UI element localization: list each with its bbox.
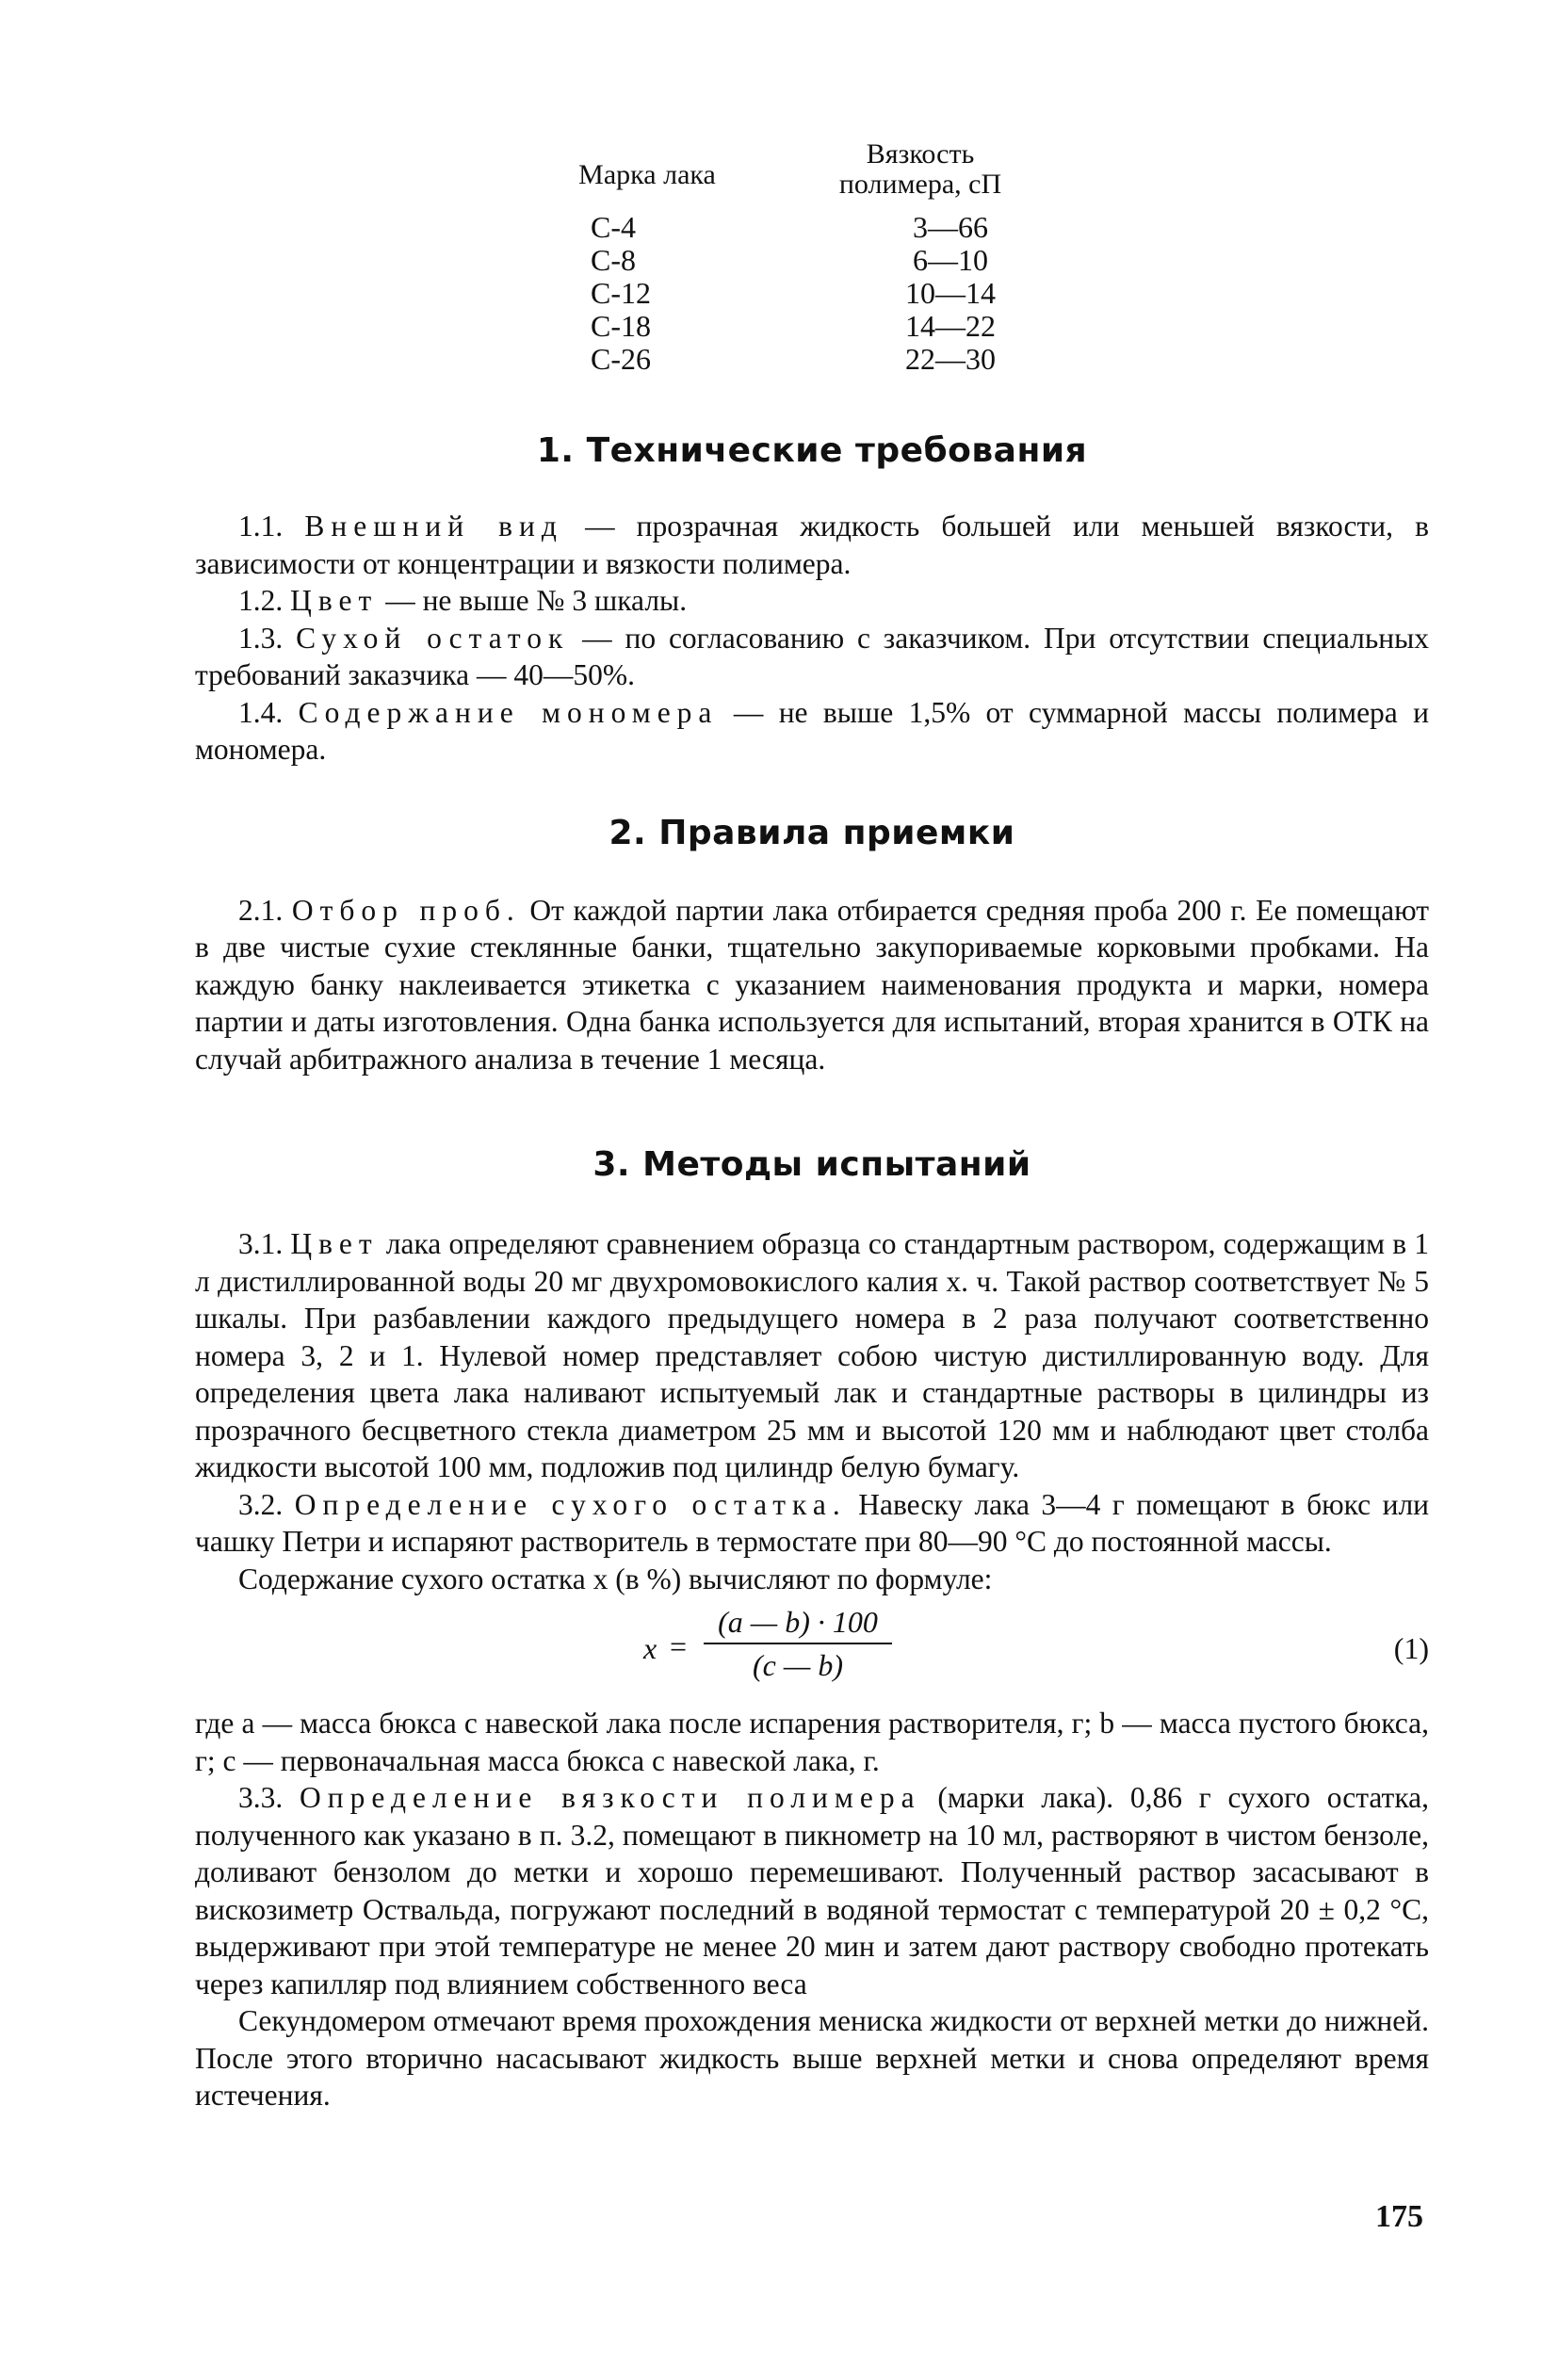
paragraph-number: 3.3. [238,1781,284,1814]
paragraph-number: 1.3. [238,621,284,655]
section-technical-requirements [195,508,1429,769]
spaced-term: Цвет [290,1227,379,1260]
section-title-technical-requirements: 1. Технические требования [536,431,1088,470]
table-cell-grade: С-8 [591,243,636,277]
formula-equals: = [670,1629,688,1663]
spaced-term: Сухой остаток [296,621,570,655]
paragraph-number: 2.1. [238,893,284,927]
section-test-methods [195,1225,1429,2114]
paragraph-text: — не выше 1,5% от суммарной массы полимера и мономера. [195,695,1430,766]
paragraph-1-1 [195,508,1429,582]
fraction-bar [704,1643,892,1644]
spaced-term: Внешний вид [304,510,563,542]
section-title-test-methods: 3. Методы испытаний [592,1145,1031,1184]
table-cell-viscosity: 3—66 [913,210,988,244]
page-content [195,132,1429,2114]
paragraph-text: — по согласованию с заказчиком. При отсутствии специальных требований заказчика — 40—50%. [195,621,1429,691]
spaced-term: Определение вязкости полимера [300,1781,921,1814]
table-cell-viscosity: 22—30 [905,342,996,376]
paragraph-text: лака определяют сравнением образца со стандартным раствором, содержащим в 1 л дистиллированной воды 20 мг двухромовокислого калия х. ч. Такой раствор соответствует № 5 шкалы. При разбавлении каждого предыдущего номера в 2 раза получают соответственно номера 3, 2 и 1. Нулевой номер представляет собою чистую дистиллированную воду. Для определения цвета лака наливают испытуемый лак и стандартные растворы в цилиндры из прозрачного бесцветного стекла диаметром 25 мм и высотой 120 мм и наблюдают цвет столба жидкости высотой 100 мм, подложив под цилиндр белую бумагу. [195,1227,1430,1483]
paragraph-1-2 [195,582,1429,620]
viscosity-table [195,132,1429,414]
formula-dry-residue [195,1603,1429,1697]
table-cell-grade: С-4 [591,210,636,244]
formula-fraction [704,1603,892,1684]
section-title-acceptance-rules: 2. Правила приемки [609,813,1015,852]
table-cell-grade: С-26 [591,342,651,376]
formula-number: (1) [1393,1631,1429,1665]
paragraph-formula-legend: где a — масса бюкса с навеской лака после испарения растворителя, г; b — масса пустого бюкса, г; c — первоначальная масса бюкса с навеской лака, г. [195,1707,1429,1777]
section-acceptance-rules [195,892,1429,1078]
paragraph-text: Навеску лака 3—4 г помещают в бюкс или чашку Петри и испаряют растворитель в термостате при 80—90 °С до постоянной массы. [195,1487,1430,1558]
table-cell-grade: С-12 [591,276,651,310]
paragraph-number: 3.1. [238,1227,284,1260]
paragraph-text: — не выше № 3 шкалы. [385,584,688,617]
table-cell-grade: С-18 [591,309,651,343]
paragraph-3-3 [195,1779,1429,2002]
paragraph-1-3 [195,620,1429,694]
paragraph-stopwatch: Секундомером отмечают время прохождения мениска жидкости от верхней метки до нижней. После этого вторично насасывают жидкость выше верхней метки и снова определяют время истечения. [195,2004,1429,2112]
spaced-term: Содержание мономера [298,695,719,729]
formula-lhs: x [643,1631,657,1665]
paragraph-3-1 [195,1225,1429,1486]
paragraph-formula-intro: Содержание сухого остатка x (в %) вычисляют по формуле: [238,1562,993,1595]
formula-denominator: (c — b) [753,1648,843,1682]
table-header-viscosity: Вязкость полимера, сП [838,138,1002,200]
formula-numerator: (a — b) · 100 [718,1605,878,1639]
spaced-term: Определение сухого остатка. [294,1487,847,1521]
table-cell-viscosity: 14—22 [905,309,996,343]
paragraph-2-1 [195,892,1429,1078]
spaced-term: Отбор проб. [291,893,521,927]
paragraph-number: 1.4. [238,695,284,729]
grade-column [591,211,651,376]
paragraph-number: 3.2. [238,1487,284,1521]
paragraph-1-4 [195,694,1429,769]
viscosity-column [894,211,1007,376]
paragraph-text: — прозрачная жидкость большей или меньшей вязкости, в зависимости от концентрации и вязкости полимера. [195,510,1430,580]
paragraph-number: 1.1. [238,510,284,542]
table-header-grade: Марка лака [578,159,716,190]
table-cell-viscosity: 10—14 [905,276,996,310]
page-number: 175 [1375,2199,1423,2234]
table-cell-viscosity: 6—10 [913,243,988,277]
paragraph-number: 1.2. [238,584,284,617]
paragraph-text: От каждой партии лака отбирается средняя проба 200 г. Ее помещают в две чистые сухие стеклянные банки, тщательно закупориваемые корковыми пробками. На каждую банку наклеивается этикетка с указанием наименования продукта и марки, номера партии и даты изготовления. Одна банка используется для испытаний, вторая хранится в ОТК на случай арбитражного анализа в течение 1 месяца. [195,893,1430,1076]
paragraph-text: (марки лака). 0,86 г сухого остатка, полученного как указано в п. 3.2, помещают в пикнометр на 10 мл, растворяют в чистом бензоле, доливают бензолом до метки и хорошо перемешивают. Полученный раствор засасывают в вискозиметр Оствальда, погружают последний в водяной термостат с температурой 20 ± 0,2 °С, выдерживают при этой температуре не менее 20 мин и затем дают раствору свободно протекать через капилляр под влиянием собственного веса [195,1781,1430,2000]
paragraph-3-2 [195,1486,1429,1561]
spaced-term: Цвет [290,584,379,617]
